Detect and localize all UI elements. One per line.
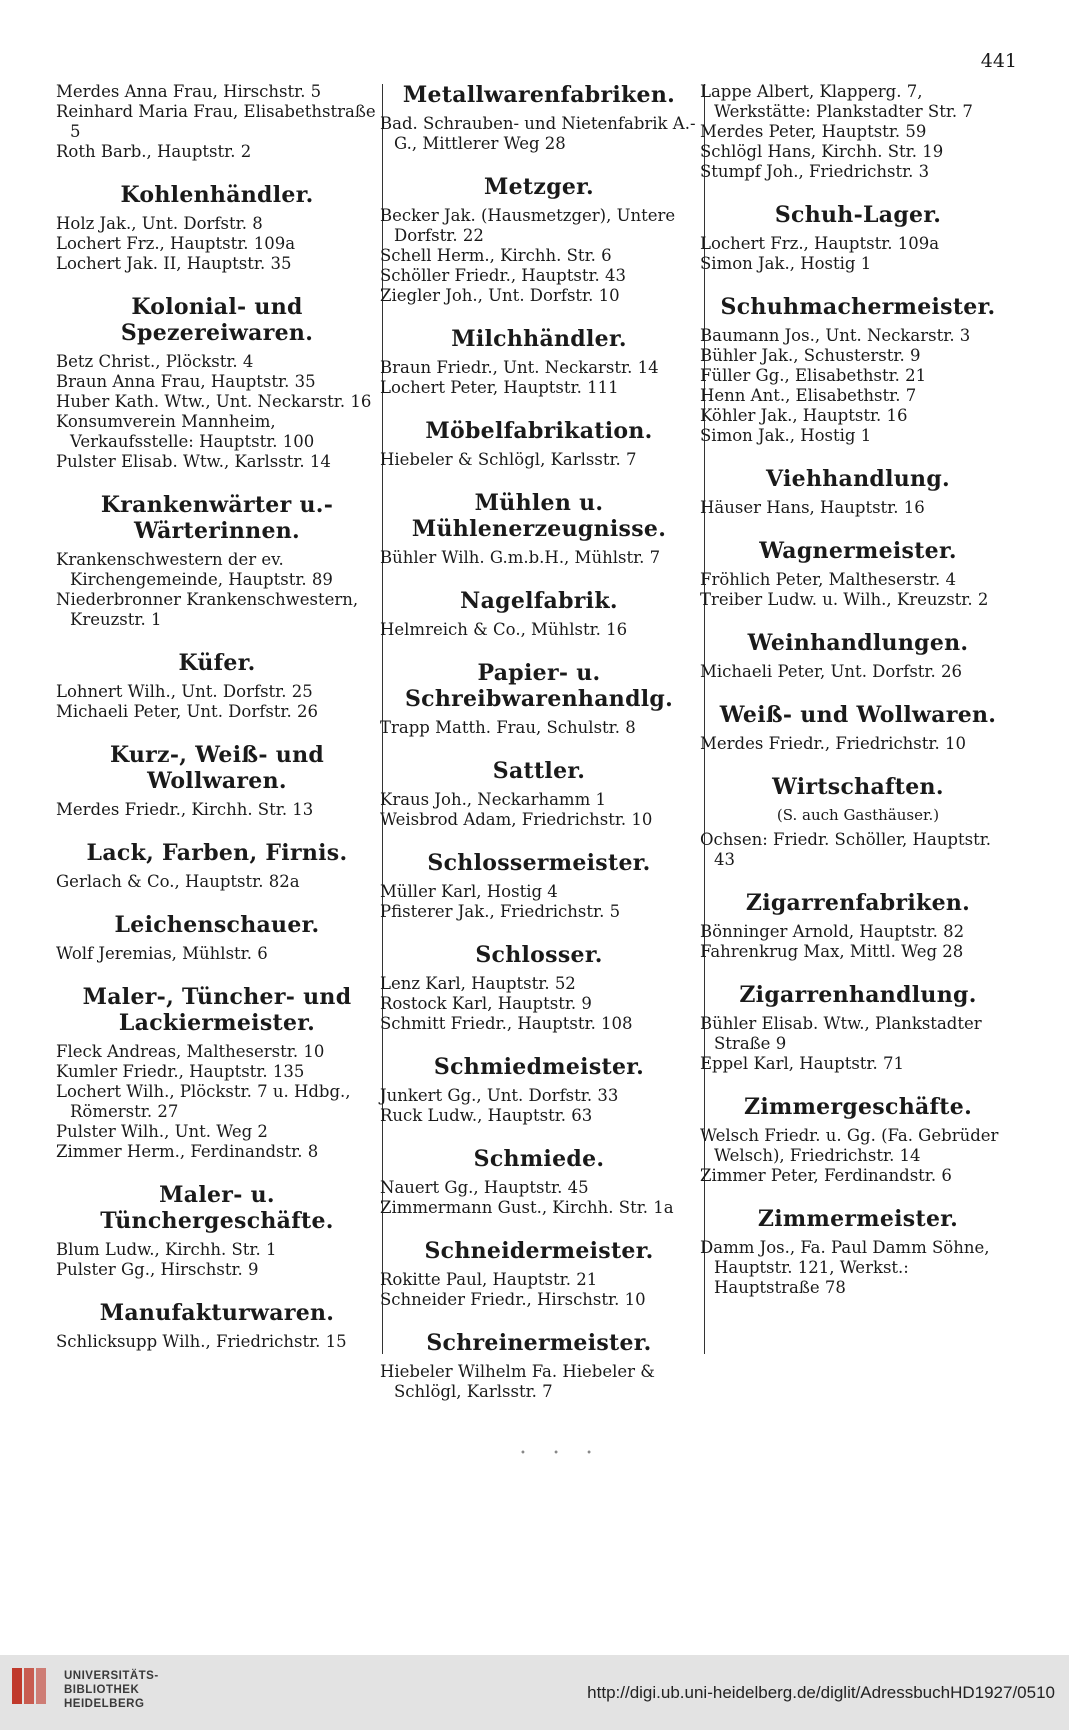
directory-entry: Nauert Gg., Hauptstr. 45 [380,1178,589,1197]
directory-entry: Huber Kath. Wtw., Unt. Neckarstr. 16 [56,392,372,411]
directory-entry: Welsch Friedr. u. Gg. (Fa. Gebrüder Welsch), Friedrichstr. 14 [700,1126,999,1165]
directory-entry: Bönninger Arnold, Hauptstr. 82 [700,922,965,941]
directory-entry: Michaeli Peter, Unt. Dorfstr. 26 [700,662,962,681]
section-heading: Kohlenhändler. [120,182,314,208]
directory-entry: Rokitte Paul, Hauptstr. 21 [380,1270,598,1289]
directory-entry: Michaeli Peter, Unt. Dorfstr. 26 [56,702,318,721]
section-heading: Wagnermeister. [759,538,957,564]
column-3 [700,82,1016,1298]
directory-entry: Becker Jak. (Hausmetzger), Untere Dorfstr. 22 [380,206,676,245]
directory-entry: Lochert Frz., Hauptstr. 109a [700,234,940,253]
directory-entry: Pfisterer Jak., Friedrichstr. 5 [380,902,621,921]
directory-entry: Ruck Ludw., Hauptstr. 63 [380,1106,593,1125]
directory-entry: Roth Barb., Hauptstr. 2 [56,142,252,161]
logo-line: BIBLIOTHEK [64,1684,140,1696]
directory-entry: Schmitt Friedr., Hauptstr. 108 [380,1014,633,1033]
directory-entry: Kumler Friedr., Hauptstr. 135 [56,1062,305,1081]
source-url-link[interactable]: http://digi.ub.uni-heidelberg.de/diglit/AdressbuchHD1927/0510 [587,1683,1055,1702]
directory-entry: Lappe Albert, Klapperg. 7, Werkstätte: Plankstadter Str. 7 [700,82,973,121]
section-heading: Milchhändler. [451,326,627,352]
directory-entry: Gerlach & Co., Hauptstr. 82a [56,872,300,891]
section-heading: Schlosser. [475,942,603,968]
section-heading: Schuhmachermeister. [720,294,996,320]
directory-entry: Merdes Friedr., Friedrichstr. 10 [700,734,966,753]
directory-entry: Zimmer Peter, Ferdinandstr. 6 [700,1166,952,1185]
directory-entry: Lohnert Wilh., Unt. Dorfstr. 25 [56,682,313,701]
directory-entry: Trapp Matth. Frau, Schulstr. 8 [380,718,636,737]
directory-entry: Pulster Gg., Hirschstr. 9 [56,1260,259,1279]
section-heading: Manufakturwaren. [99,1300,335,1326]
directory-entry: Helmreich & Co., Mühlstr. 16 [380,620,628,639]
section-heading: Metallwarenfabriken. [402,82,676,108]
directory-entry: Braun Friedr., Unt. Neckarstr. 14 [380,358,659,377]
directory-entry: Schell Herm., Kirchh. Str. 6 [380,246,612,265]
directory-entry: Lenz Karl, Hauptstr. 52 [380,974,576,993]
directory-entry: Baumann Jos., Unt. Neckarstr. 3 [700,326,971,345]
directory-entry: Pulster Elisab. Wtw., Karlsstr. 14 [56,452,331,471]
directory-entry: Hiebeler Wilhelm Fa. Hiebeler & Schlögl, Karlsstr. 7 [380,1362,655,1401]
section-note: (S. auch Gasthäuser.) [776,806,940,824]
section-heading: Sattler. [492,758,586,784]
footer-bar [0,1655,1069,1730]
directory-entry: Pulster Wilh., Unt. Weg 2 [56,1122,268,1141]
directory-entry: Bad. Schrauben- und Nietenfabrik A.-G., Mittlerer Weg 28 [380,114,696,153]
section-heading: Leichenschauer. [114,912,320,938]
section-heading: Schuh-Lager. [774,202,942,228]
directory-entry: Holz Jak., Unt. Dorfstr. 8 [56,214,263,233]
section-heading: Zigarrenfabriken. [745,890,971,916]
section-heading: Möbelfabrikation. [425,418,653,444]
section-heading: Zimmergeschäfte. [743,1094,973,1120]
directory-entry: Lochert Peter, Hauptstr. 111 [380,378,619,397]
directory-entry: Henn Ant., Elisabethstr. 7 [700,386,917,405]
directory-entry: Bühler Jak., Schusterstr. 9 [700,346,921,365]
directory-entry: Lochert Frz., Hauptstr. 109a [56,234,296,253]
directory-entry: Hiebeler & Schlögl, Karlsstr. 7 [380,450,637,469]
decorative-dots: • • • [520,1448,605,1459]
directory-entry: Simon Jak., Hostig 1 [700,426,872,445]
directory-entry: Damm Jos., Fa. Paul Damm Söhne, Hauptstr. 121, Werkst.: Hauptstraße 78 [700,1238,990,1297]
directory-entry: Niederbronner Krankenschwestern, Kreuzstr. 1 [56,590,359,629]
section-heading: Schmiedmeister. [433,1054,645,1080]
directory-entry: Köhler Jak., Hauptstr. 16 [700,406,908,425]
directory-entry: Schneider Friedr., Hirschstr. 10 [380,1290,646,1309]
section-heading: Papier- u. Schreibwarenhandlg. [404,660,674,712]
directory-entry: Blum Ludw., Kirchh. Str. 1 [56,1240,277,1259]
section-heading: Weinhandlungen. [747,630,969,656]
directory-entry: Fahrenkrug Max, Mittl. Weg 28 [700,942,964,961]
section-heading: Kolonial- und Spezereiwaren. [120,294,314,346]
section-heading: Viehhandlung. [766,466,950,492]
directory-entry: Bühler Wilh. G.m.b.H., Mühlstr. 7 [380,548,661,567]
section-heading: Krankenwärter u.-Wärterinnen. [100,492,334,544]
library-logo-icon [10,1664,54,1708]
section-heading: Lack, Farben, Firnis. [86,840,348,866]
directory-entry: Weisbrod Adam, Friedrichstr. 10 [380,810,653,829]
directory-entry: Ochsen: Friedr. Schöller, Hauptstr. 43 [700,830,992,869]
directory-entry: Fröhlich Peter, Maltheserstr. 4 [700,570,956,589]
section-heading: Nagelfabrik. [460,588,618,614]
section-heading: Schneidermeister. [424,1238,654,1264]
directory-entry: Füller Gg., Elisabethstr. 21 [700,366,927,385]
section-heading: Schmiede. [473,1146,605,1172]
directory-entry: Schlicksupp Wilh., Friedrichstr. 15 [56,1332,347,1351]
directory-entry: Eppel Karl, Hauptstr. 71 [700,1054,904,1073]
directory-entry: Kraus Joh., Neckarhamm 1 [380,790,606,809]
directory-entry: Lochert Wilh., Plöckstr. 7 u. Hdbg., Römerstr. 27 [56,1082,351,1121]
section-heading: Metzger. [483,174,594,200]
section-heading: Maler-, Tüncher- und Lackiermeister. [82,984,352,1036]
library-logo-text [64,1669,159,1711]
directory-entry: Müller Karl, Hostig 4 [380,882,558,901]
directory-entry: Stumpf Joh., Friedrichstr. 3 [700,162,930,181]
section-heading: Zigarrenhandlung. [739,982,977,1008]
directory-entry: Reinhard Maria Frau, Elisabethstraße 5 [56,102,376,141]
directory-entry: Häuser Hans, Hauptstr. 16 [700,498,925,517]
directory-entry: Rostock Karl, Hauptstr. 9 [380,994,592,1013]
directory-entry: Lochert Jak. II, Hauptstr. 35 [56,254,292,273]
section-heading: Mühlen u. Mühlenerzeugnisse. [411,490,667,542]
section-heading: Wirtschaften. [772,774,944,800]
directory-entry: Zimmer Herm., Ferdinandstr. 8 [56,1142,319,1161]
logo-line: UNIVERSITÄTS- [64,1670,159,1682]
directory-entry: Krankenschwestern der ev. Kirchengemeinde, Hauptstr. 89 [56,550,333,589]
directory-entry: Konsumverein Mannheim, Verkaufsstelle: Hauptstr. 100 [56,412,315,451]
directory-entry: Merdes Anna Frau, Hirschstr. 5 [56,82,322,101]
section-heading: Maler- u. Tünchergeschäfte. [100,1182,334,1234]
directory-entry: Schlögl Hans, Kirchh. Str. 19 [700,142,944,161]
directory-entry: Zimmermann Gust., Kirchh. Str. 1a [380,1198,674,1217]
section-heading: Kurz-, Weiß- und Wollwaren. [109,742,325,794]
directory-entry: Merdes Friedr., Kirchh. Str. 13 [56,800,314,819]
directory-entry: Ziegler Joh., Unt. Dorfstr. 10 [380,286,620,305]
directory-entry: Treiber Ludw. u. Wilh., Kreuzstr. 2 [700,590,989,609]
directory-entry: Simon Jak., Hostig 1 [700,254,872,273]
directory-entry: Bühler Elisab. Wtw., Plankstadter Straße 9 [700,1014,982,1053]
section-heading: Schlossermeister. [427,850,651,876]
section-heading: Schreinermeister. [426,1330,652,1356]
column-1 [56,82,378,1352]
directory-entry: Braun Anna Frau, Hauptstr. 35 [56,372,316,391]
section-heading: Zimmermeister. [757,1206,959,1232]
directory-entry: Wolf Jeremias, Mühlstr. 6 [56,944,268,963]
directory-entry: Junkert Gg., Unt. Dorfstr. 33 [380,1086,619,1105]
directory-entry: Fleck Andreas, Maltheserstr. 10 [56,1042,325,1061]
column-2 [380,82,698,1402]
page-number: 441 [980,50,1017,72]
section-heading: Küfer. [178,650,256,676]
logo-line: HEIDELBERG [64,1698,145,1710]
directory-entry: Schöller Friedr., Hauptstr. 43 [380,266,627,285]
section-heading: Weiß- und Wollwaren. [719,702,997,728]
directory-entry: Betz Christ., Plöckstr. 4 [56,352,254,371]
directory-entry: Merdes Peter, Hauptstr. 59 [700,122,927,141]
